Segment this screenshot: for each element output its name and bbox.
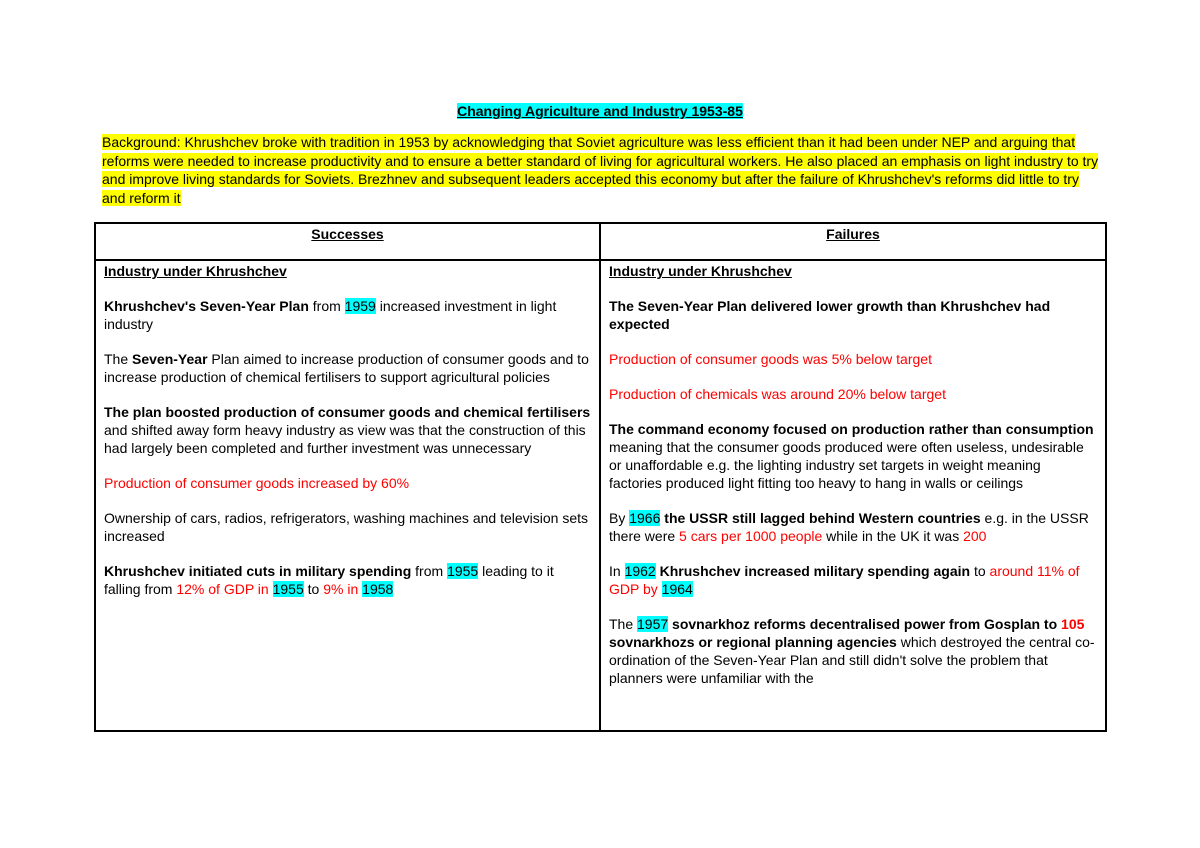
- failure-text: while in the UK it was: [822, 528, 964, 544]
- failure-bold-text: the USSR still lagged behind Western countries: [660, 510, 981, 526]
- failure-text: By: [609, 510, 630, 526]
- failure-bold-text: sovnarkhoz reforms decentralised power from Gosplan to: [668, 616, 1062, 632]
- failure-bold-text: The command economy focused on production rather than consumption: [609, 421, 1094, 437]
- successes-failures-table: [94, 222, 1107, 732]
- failure-bold-text: sovnarkhozs or regional planning agencies: [609, 634, 897, 650]
- successes-header: Successes: [95, 223, 600, 260]
- successes-column: [95, 260, 600, 731]
- success-red-text: 9% in: [323, 581, 363, 597]
- success-text: and shifted away form heavy industry as view was that the construction of this had largely been completed and further investment was unnecessary: [104, 422, 586, 456]
- failures-heading: Industry under Khrushchev: [609, 263, 792, 279]
- success-text: leading to it falling from: [104, 563, 554, 597]
- failure-item: [609, 562, 1097, 598]
- highlighted-year: 1958: [362, 581, 394, 597]
- success-item: [104, 350, 591, 386]
- failure-text: meaning that the consumer goods produced were often useless, undesirable or unaffordable e.g. the lighting industry set targets in weight meaning factories produced light fitting too heavy to hang in walls or ceilings: [609, 439, 1084, 491]
- success-text: increased investment in light industry: [104, 298, 557, 332]
- highlighted-year: 1964: [661, 581, 693, 597]
- success-text: to: [303, 581, 324, 597]
- success-bold-text: Seven-Year: [132, 351, 208, 367]
- success-bold-text: Khrushchev's Seven-Year Plan: [104, 298, 309, 314]
- failure-text: e.g. in the USSR there were: [609, 510, 1089, 544]
- failure-bold-text: Khrushchev increased military spending again: [655, 563, 971, 579]
- failure-red-text: 5 cars per 1000 people: [679, 528, 823, 544]
- failure-item: Production of chemicals was around 20% below target: [609, 386, 946, 402]
- highlighted-year: 1955: [272, 581, 304, 597]
- highlighted-year: 1966: [629, 510, 661, 526]
- background-text: Background: Khrushchev broke with tradition in 1953 by acknowledging that Soviet agriculture was less efficient than it had been under NEP and arguing that reforms were needed to increase productivity and to ensure a better standard of living for agricultural workers. He also placed an emphasis on light industry to try and improve living standards for Soviets. Brezhnev and subsequent leaders accepted this economy but after the failure of Khrushchev's reforms did little to try and reform it: [102, 134, 1099, 206]
- failure-item: [609, 615, 1097, 687]
- failure-text: The: [609, 616, 638, 632]
- highlighted-year: 1959: [344, 298, 376, 314]
- failure-item: [609, 297, 1097, 333]
- failure-red-text: 200: [963, 528, 987, 544]
- success-item: Production of consumer goods increased by 60%: [104, 475, 410, 491]
- failure-text: which destroyed the central co-ordination of the Seven-Year Plan and still didn't solve the problem that planners were unfamiliar with the: [609, 634, 1095, 686]
- failure-item: Production of consumer goods was 5% below target: [609, 351, 932, 367]
- failure-text: In: [609, 563, 625, 579]
- success-bold-text: The plan boosted production of consumer goods and chemical fertilisers: [104, 404, 591, 420]
- success-text: Plan aimed to increase production of consumer goods and to increase production of chemical fertilisers to support agricultural policies: [104, 351, 589, 385]
- success-text: from: [308, 298, 345, 314]
- successes-heading: Industry under Khrushchev: [104, 263, 287, 279]
- success-bold-text: Khrushchev initiated cuts in military spending: [104, 563, 412, 579]
- success-item: [104, 297, 591, 333]
- success-item: Ownership of cars, radios, refrigerators, washing machines and television sets increased: [104, 510, 588, 544]
- success-item: [104, 562, 591, 598]
- document-title-text: Changing Agriculture and Industry 1953-85: [457, 103, 743, 119]
- highlighted-year: 1962: [624, 563, 656, 579]
- success-text: The: [104, 351, 133, 367]
- success-item: [104, 403, 591, 457]
- failure-bold-text: The Seven-Year Plan delivered lower growth than Khrushchev had expected: [609, 298, 1051, 332]
- failures-header: Failures: [600, 223, 1106, 260]
- success-text: from: [411, 563, 448, 579]
- document-title: [0, 103, 1200, 119]
- highlighted-year: 1955: [447, 563, 479, 579]
- success-red-text: 12% of GDP in: [176, 581, 273, 597]
- failure-red-bold-number: 105: [1061, 616, 1085, 632]
- highlighted-year: 1957: [637, 616, 669, 632]
- failure-item: [609, 509, 1097, 545]
- failure-text: to: [970, 563, 990, 579]
- failure-item: [609, 420, 1097, 492]
- failure-red-text: around 11% of GDP by: [609, 563, 1080, 597]
- background-paragraph: [102, 133, 1102, 207]
- failures-column: [600, 260, 1106, 731]
